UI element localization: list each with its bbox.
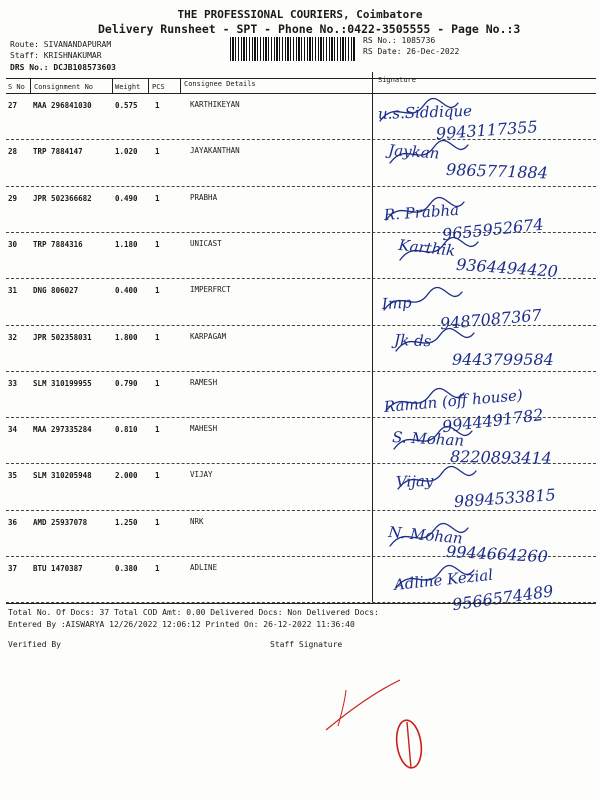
handwritten-signature (386, 137, 600, 187)
drs-number: DRS No.: DCJB108573603 (10, 63, 116, 72)
row-consignment-no: TRP 7884147 (33, 147, 83, 157)
row-sno: 27 (8, 101, 18, 110)
row-weight: 0.790 (115, 378, 138, 388)
row-pcs: 1 (155, 471, 160, 481)
row-consignee: IMPERFRCT (190, 285, 231, 295)
signature-name: Jk ds (393, 330, 432, 350)
signature-phone: 9364494420 (455, 254, 559, 281)
handwritten-signature (392, 325, 600, 375)
signature-phone: 9894533815 (453, 485, 557, 512)
col-consignee: Consignee Details (184, 80, 256, 88)
signature-phone: 9944664260 (445, 541, 549, 566)
row-pcs: 1 (155, 517, 160, 527)
row-consignment-no: SLM 310199955 (33, 378, 92, 388)
row-pcs: 1 (155, 332, 160, 342)
row-consignment-no: MAA 296841030 (33, 101, 92, 110)
totals-line: Total No. Of Docs: 37 Total COD Amt: 0.00 Delivered Docs: Non Delivered Docs: (8, 608, 379, 617)
signature-name: Imp (381, 293, 413, 314)
row-sno: 32 (8, 332, 18, 342)
row-consignee: VIJAY (190, 470, 213, 480)
row-weight: 1.800 (115, 332, 138, 342)
row-consignment-no: MAA 297335284 (33, 425, 92, 435)
row-weight: 0.575 (115, 101, 138, 110)
signature-name: Adline Kezial (393, 565, 494, 595)
signature-phone: 9865771884 (445, 160, 549, 183)
row-sno: 36 (8, 517, 18, 527)
col-consignment: Consignment No (34, 83, 94, 91)
row-consignee: RAMESH (190, 377, 218, 387)
row-weight: 0.400 (115, 286, 138, 296)
signature-name: S. Mohan (391, 428, 465, 450)
row-consignee: KARTHIKEYAN (190, 100, 240, 109)
row-sno: 35 (8, 471, 18, 481)
rs-date: RS Date: 26-Dec-2022 (363, 47, 460, 56)
route: Route: SIVANANDAPURAM (10, 40, 112, 49)
barcode (230, 37, 355, 61)
company-title: THE PROFESSIONAL COURIERS, Coimbatore (177, 8, 423, 21)
handwritten-signature (394, 463, 600, 513)
row-consignee: KARPAGAM (190, 331, 227, 341)
row-consignee: MAHESH (190, 424, 218, 434)
runsheet-title: Delivery Runsheet - SPT - Phone No.:0422-3505555 - Page No.:3 (98, 22, 521, 36)
row-consignment-no: TRP 7884316 (33, 239, 83, 249)
row-pcs: 1 (155, 193, 160, 203)
staff: Staff: KRISHNAKUMAR (10, 51, 102, 60)
row-consignment-no: AMD 25937078 (33, 517, 88, 527)
row-weight: 1.180 (115, 239, 138, 249)
row-sno: 31 (8, 286, 18, 296)
row-sno: 30 (8, 239, 18, 249)
row-sno: 28 (8, 147, 18, 157)
row-consignee: NRK (190, 516, 204, 526)
row-pcs: 1 (155, 564, 160, 573)
signature-phone: 9566574489 (451, 581, 555, 615)
col-sno: S No (8, 83, 25, 91)
entered-line: Entered By :AISWARYA 12/26/2022 12:06:12 Printed On: 26-12-2022 11:36:40 (8, 620, 355, 629)
col-signature: Signature (378, 76, 416, 84)
row-consignment-no: BTU 1470387 (33, 564, 83, 573)
signature-phone: 9443799584 (452, 349, 554, 369)
row-weight: 0.380 (115, 564, 138, 573)
row-sno: 34 (8, 425, 18, 435)
signature-name: N. Mohan (387, 522, 464, 548)
row-pcs: 1 (155, 286, 160, 296)
row-pcs: 1 (155, 239, 160, 249)
row-consignee: PRABHA (190, 192, 218, 202)
signature-name: Jaykan (387, 141, 440, 163)
row-consignee: JAYAKANTHAN (190, 146, 240, 156)
signature-phone: 9487087367 (439, 305, 543, 334)
row-weight: 1.250 (115, 517, 138, 527)
col-pcs: PCS (152, 83, 165, 91)
signature-phone: 8220893414 (449, 447, 552, 468)
signature-name: Vijay (395, 472, 434, 492)
row-weight: 1.020 (115, 147, 138, 157)
signature-phone: 9944491782 (441, 404, 545, 437)
row-pcs: 1 (155, 147, 160, 157)
row-pcs: 1 (155, 425, 160, 435)
row-sno: 29 (8, 193, 18, 203)
row-weight: 2.000 (115, 471, 138, 481)
row-consignment-no: JPR 502366682 (33, 193, 92, 203)
row-sno: 37 (8, 564, 18, 573)
staff-signature: Staff Signature (270, 640, 343, 649)
row-consignee: UNICAST (190, 238, 222, 248)
signature-name: Karthik (397, 235, 457, 260)
handwritten-signature (392, 562, 600, 615)
rs-number: RS No.: 1085736 (363, 36, 436, 45)
verified-by: Verified By (8, 640, 61, 649)
row-sno: 33 (8, 378, 18, 388)
row-consignment-no: DNG 806027 (33, 286, 79, 296)
row-consignee: ADLINE (190, 563, 218, 572)
row-pcs: 1 (155, 101, 160, 110)
signature-name: u.s.Siddique (377, 101, 473, 124)
col-weight: Weight (115, 83, 141, 91)
row-weight: 0.490 (115, 193, 138, 203)
row-weight: 0.810 (115, 425, 138, 435)
row-consignment-no: JPR 502358031 (33, 332, 92, 342)
row-consignment-no: SLM 310205948 (33, 471, 92, 481)
signature-name: Raman (off house) (383, 385, 524, 416)
row-pcs: 1 (155, 378, 160, 388)
signature-phone: 9655952674 (441, 214, 545, 244)
handwritten-signature (396, 234, 600, 284)
signature-name: R. Prabha (383, 200, 460, 224)
signature-phone: 9943117355 (435, 117, 539, 144)
